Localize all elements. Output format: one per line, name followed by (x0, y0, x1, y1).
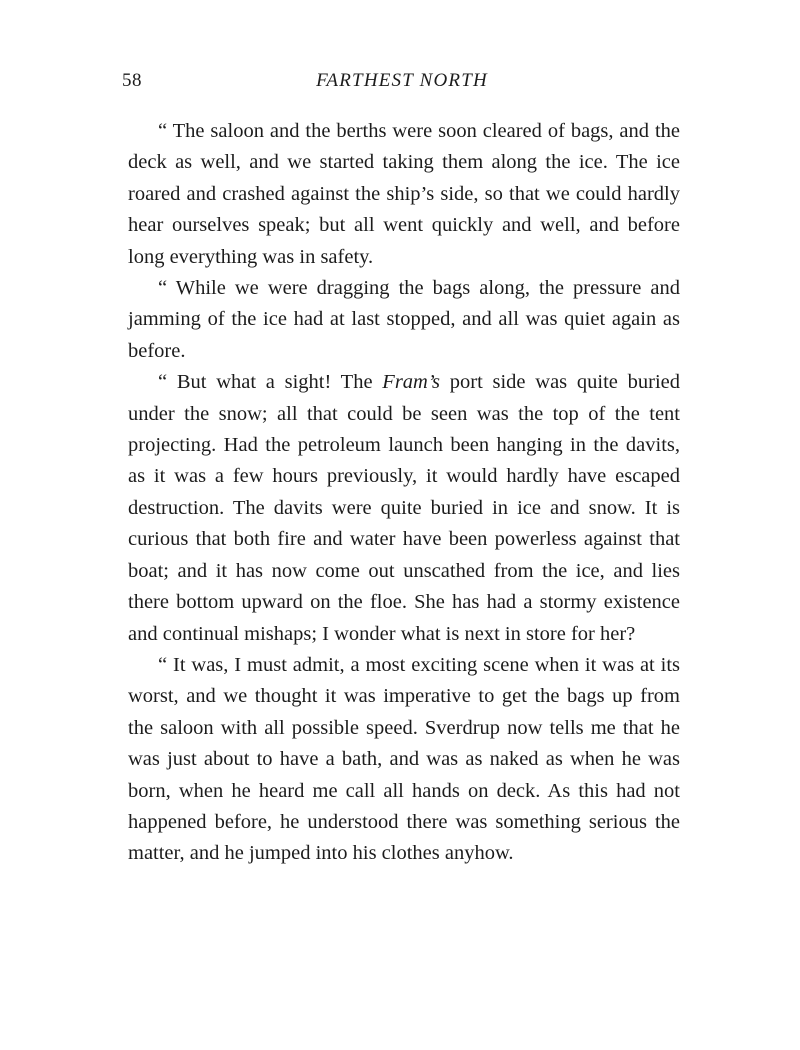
paragraph-saloon-cleared: “ The saloon and the berths were soon cleared of bags, and the deck as well, and we started taking them along the ice. The ice roared and crashed against the ship’s side, so that we could hardly hear ourselves speak; but all went quickly and well, and before long everything was in safety. (128, 120, 680, 268)
ship-name-fram: Fram’s (382, 371, 441, 394)
body-text (128, 116, 680, 870)
paragraph-text-before: “ But what a sight! The (158, 371, 383, 394)
paragraph-text-after: port side was quite buried under the snow; all that could be seen was the top of the tent projecting. Had the petroleum launch been hanging in the davits, as it was a few hours previously, it would hardly have escaped destruction. The davits were quite buried in ice and snow. It is curious that both fire and water have been powerless against that boat; and it has now come out unscathed from the ice, and lies there bottom upward on the floe. She has had a stormy existence and continual mishaps; I wonder what is next in store for her? (128, 371, 680, 645)
paragraph-exciting-scene: “ It was, I must admit, a most exciting scene when it was at its worst, and we thought it was imperative to get the bags up from the saloon with all possible speed. Sverdrup now tells me that he was just about to have a bath, and was as naked as when he was born, when he heard me call all hands on deck. As this had not happened before, he understood there was something serious the matter, and he jumped into his clothes anyhow. (128, 653, 680, 865)
page-number: 58 (122, 70, 142, 91)
running-head (122, 70, 682, 100)
paragraph-fram-port-side (128, 367, 680, 650)
paragraph-pressure-stopped: “ While we were dragging the bags along, the pressure and jamming of the ice had at last stopped, and all was quiet again as before. (128, 277, 680, 362)
running-title: FARTHEST NORTH (316, 70, 488, 91)
